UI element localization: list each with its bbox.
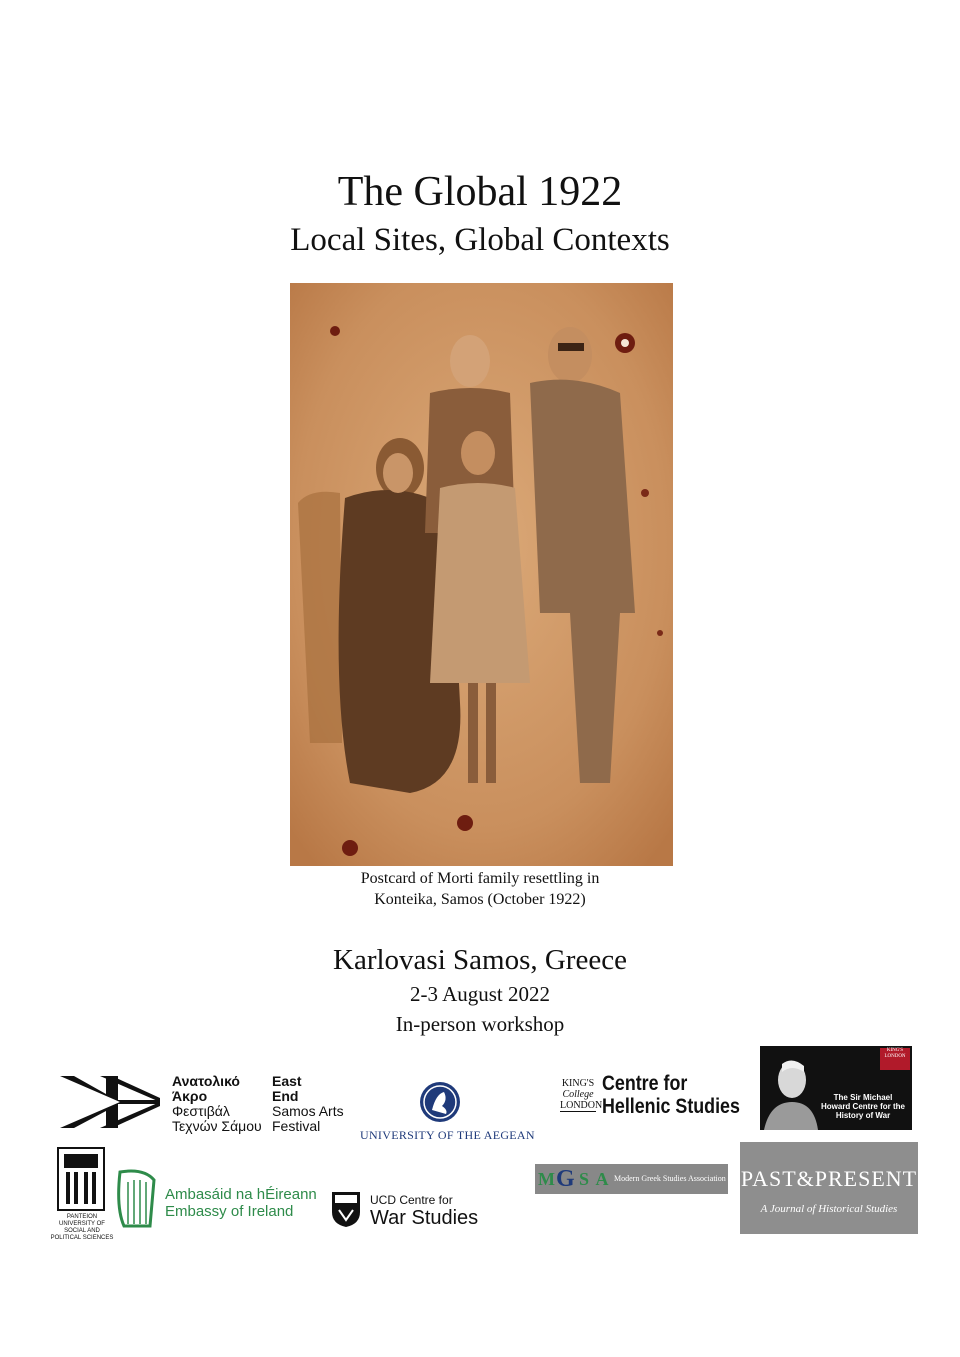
kcl-wordmark <box>560 1078 603 1112</box>
kcl-line-1: KING'S <box>561 1078 595 1089</box>
aa-greek-line-2: Άκρο <box>172 1088 208 1104</box>
event-dates: 2-3 August 2022 <box>409 982 550 1006</box>
aa-english-line-1: East <box>272 1073 302 1089</box>
howard-centre-name: The Sir Michael Howard Centre for the History of War <box>820 1093 905 1120</box>
ucd-crest-icon <box>330 1190 362 1228</box>
ucd-centre-line-1: UCD Centre for <box>370 1193 453 1207</box>
aegean-university-name: UNIVERSITY OF THE AEGEAN <box>360 1128 535 1142</box>
page-subtitle: Local Sites, Global Contexts <box>290 222 670 258</box>
event-format: In-person workshop <box>395 1012 565 1036</box>
aa-english-line-3: Samos Arts <box>272 1103 344 1119</box>
chs-line-1: Centre for <box>602 1072 688 1095</box>
kcl-line-3: LONDON <box>560 1100 603 1111</box>
aegean-seal-icon <box>418 1080 462 1124</box>
aa-greek-line-1: Ανατολικό <box>172 1073 240 1089</box>
photo-caption <box>0 868 960 910</box>
past-present-subtitle: A Journal of Historical Studies <box>760 1203 898 1215</box>
panteion-crest-icon <box>56 1146 106 1212</box>
ucd-centre-line-2: War Studies <box>370 1207 479 1229</box>
embassy-irish-name: Ambasáid na hÉireann <box>165 1186 317 1203</box>
chs-line-2: Hellenic Studies <box>602 1095 740 1118</box>
aa-greek-line-3: Φεστιβάλ <box>172 1103 230 1119</box>
aa-english-line-2: End <box>272 1088 299 1104</box>
centre-hellenic-studies-name <box>602 1072 740 1118</box>
aa-festival-english-name <box>272 1074 344 1134</box>
event-venue: Karlovasi Samos, Greece <box>333 944 627 976</box>
panteion-university-name: PANTEION UNIVERSITY OF SOCIAL AND POLITICAL SCIENCES <box>50 1214 114 1241</box>
caption-line-2: Konteika, Samos (October 1922) <box>374 891 586 908</box>
caption-line-1: Postcard of Morti family resettling in <box>360 870 600 887</box>
past-present-title: PAST&PRESENT <box>740 1166 918 1191</box>
mgsa-letter-g: G <box>556 1165 575 1192</box>
kings-badge: KING'S LONDON <box>880 1048 910 1070</box>
mgsa-letter-s: S <box>578 1168 589 1189</box>
aa-english-line-4: Festival <box>272 1118 321 1134</box>
page-title: The Global 1922 <box>337 169 623 215</box>
mgsa-letter-a: A <box>595 1168 609 1189</box>
aa-festival-greek-name <box>172 1074 262 1134</box>
aa-greek-line-4: Τεχνών Σάμου <box>172 1118 262 1134</box>
embassy-english-name: Embassy of Ireland <box>165 1203 294 1220</box>
family-photograph <box>290 283 673 866</box>
aa-festival-logo <box>60 1076 160 1128</box>
portrait-icon <box>764 1050 818 1130</box>
mgsa-name: Modern Greek Studies Association <box>614 1174 726 1183</box>
kcl-line-2: College <box>562 1089 594 1100</box>
harp-icon <box>114 1168 158 1230</box>
mgsa-letters <box>538 1166 610 1192</box>
mgsa-letter-m: M <box>538 1168 555 1189</box>
